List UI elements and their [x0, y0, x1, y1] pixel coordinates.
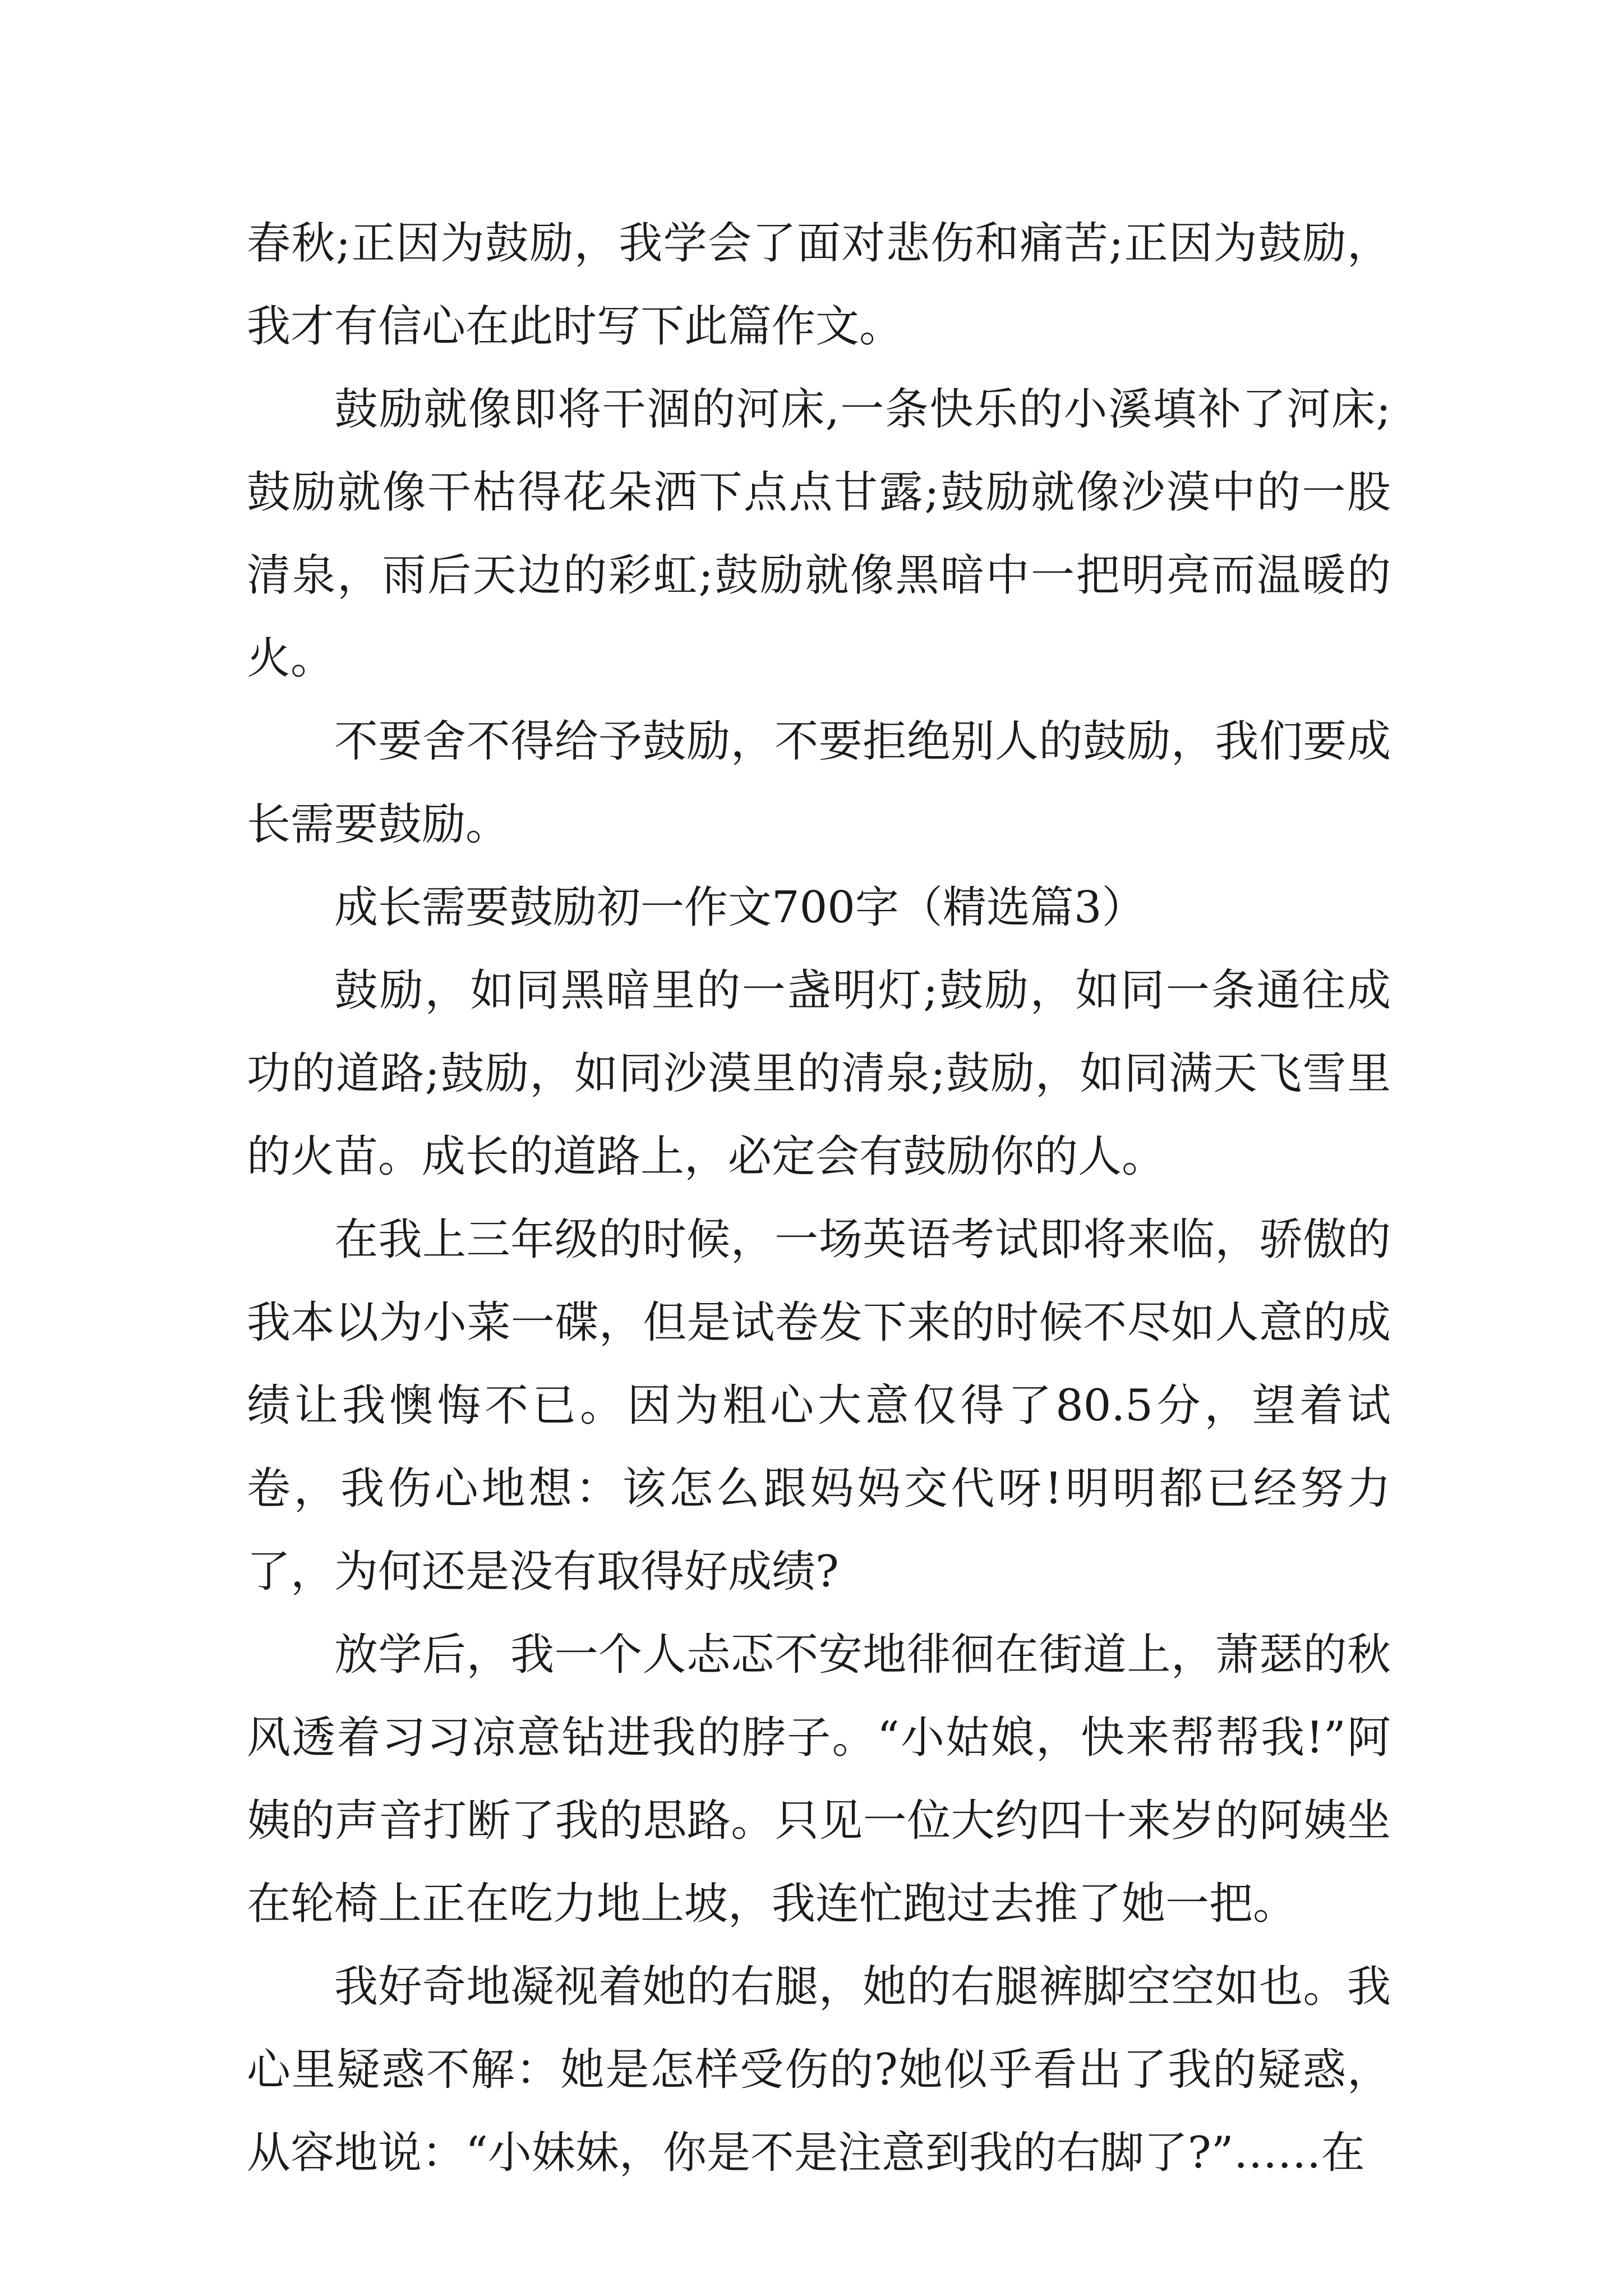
document-body: [247, 202, 1391, 2194]
section-heading: 成长需要鼓励初一作文700字（精选篇3）: [334, 882, 1146, 933]
paragraph: 不要舍不得给予鼓励，不要拒绝别人的鼓励，我们要成长需要鼓励。: [247, 716, 1391, 850]
paragraph: 鼓励，如同黑暗里的一盏明灯;鼓励，如同一条通往成功的道路;鼓励，如同沙漠里的清泉;鼓励，如同满天飞雪里的火苗。成长的道路上，必定会有鼓励你的人。: [247, 965, 1391, 1182]
paragraph: 鼓励就像即将干涸的河床,一条快乐的小溪填补了河床;鼓励就像干枯得花朵洒下点点甘露;鼓励就像沙漠中的一股清泉，雨后天边的彩虹;鼓励就像黑暗中一把明亮而温暖的火。: [247, 384, 1391, 684]
paragraph: 在我上三年级的时候，一场英语考试即将来临，骄傲的我本以为小菜一碟，但是试卷发下来的时候不尽如人意的成绩让我懊悔不已。因为粗心大意仅得了80.5分，望着试卷，我伤心地想：该怎么跟妈妈交代呀!明明都已经努力了，为何还是没有取得好成绩?: [247, 1214, 1391, 1597]
paragraph: 春秋;正因为鼓励，我学会了面对悲伤和痛苦;正因为鼓励，我才有信心在此时写下此篇作文。: [247, 218, 1391, 352]
paragraph: 我好奇地凝视着她的右腿，她的右腿裤脚空空如也。我心里疑惑不解：她是怎样受伤的?她似乎看出了我的疑惑，从容地说：“小妹妹，你是不是注意到我的右脚了?”……在: [247, 1962, 1391, 2178]
paragraph: 放学后，我一个人忐忑不安地徘徊在街道上，萧瑟的秋风透着习习凉意钻进我的脖子。“小姑娘，快来帮帮我!”阿姨的声音打断了我的思路。只见一位大约四十来岁的阿姨坐在轮椅上正在吃力地上坡，我连忙跑过去推了她一把。: [247, 1630, 1391, 1929]
